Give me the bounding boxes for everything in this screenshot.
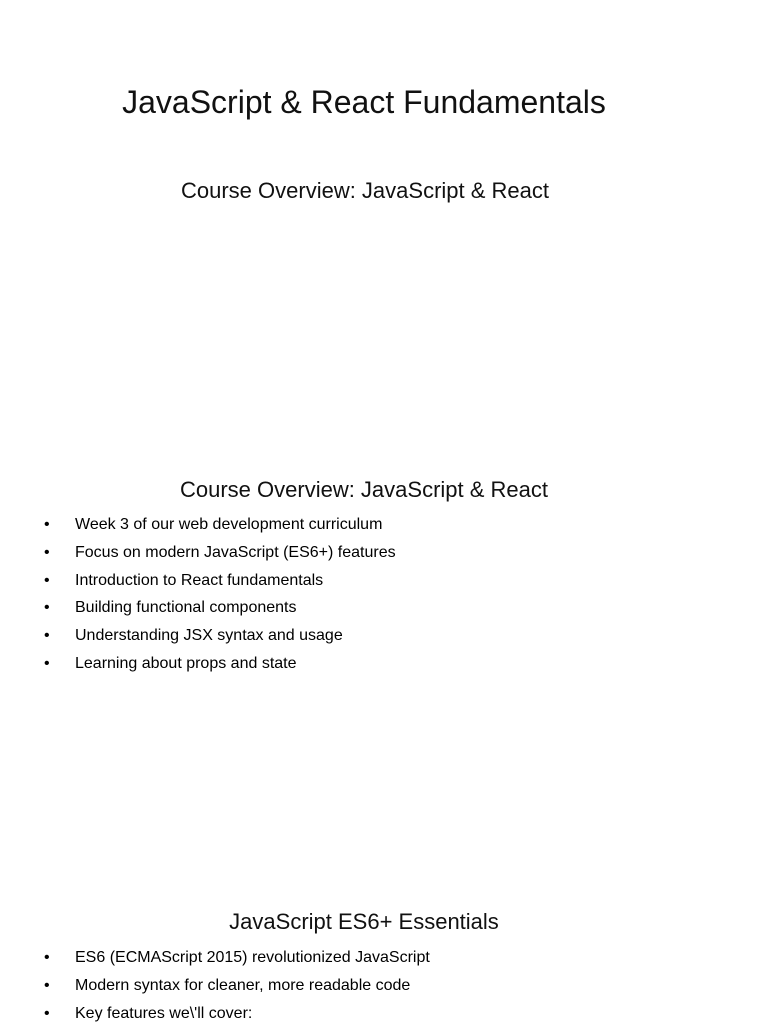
bullet-icon: •: [44, 516, 50, 533]
list-item-text: Modern syntax for cleaner, more readable code: [75, 976, 411, 994]
es6-essentials-slide: [0, 900, 768, 1024]
bullet-list: [44, 944, 430, 1027]
list-item-text: Building functional components: [75, 599, 297, 617]
bullet-icon: •: [44, 1004, 50, 1022]
list-item-text: Introduction to React fundamentals: [75, 571, 324, 589]
list-item: [44, 972, 430, 1000]
list-item-text: Key features we\'ll cover:: [75, 1004, 253, 1022]
list-item-text: Understanding JSX syntax and usage: [75, 627, 343, 645]
list-item: [44, 1000, 430, 1027]
list-item: [44, 567, 396, 595]
list-item-text: Focus on modern JavaScript (ES6+) features: [75, 543, 396, 561]
bullet-list: [44, 511, 396, 678]
bullet-icon: •: [44, 949, 50, 966]
list-item-text: Learning about props and state: [75, 654, 297, 672]
bullet-icon: •: [44, 976, 50, 994]
bullet-icon: •: [44, 571, 50, 589]
list-item: [44, 539, 396, 567]
presentation-title: JavaScript & React Fundamentals: [122, 84, 606, 120]
slide-title: Course Overview: JavaScript & React: [179, 477, 549, 502]
bullet-icon: •: [44, 627, 50, 645]
list-item: [44, 511, 396, 539]
course-overview-slide: [0, 470, 768, 730]
list-item: [44, 594, 396, 622]
title-slide: [0, 0, 768, 400]
list-item-text: Week 3 of our web development curriculum: [75, 516, 383, 533]
slide-title: JavaScript ES6+ Essentials: [229, 909, 499, 934]
presentation-subtitle: Course Overview: JavaScript & React: [180, 178, 550, 203]
bullet-icon: •: [44, 599, 50, 617]
list-item: [44, 944, 430, 972]
list-item-text: ES6 (ECMAScript 2015) revolutionized JavaScript: [75, 949, 430, 966]
list-item: [44, 650, 396, 678]
bullet-icon: •: [44, 654, 50, 672]
bullet-icon: •: [44, 543, 50, 561]
list-item: [44, 622, 396, 650]
